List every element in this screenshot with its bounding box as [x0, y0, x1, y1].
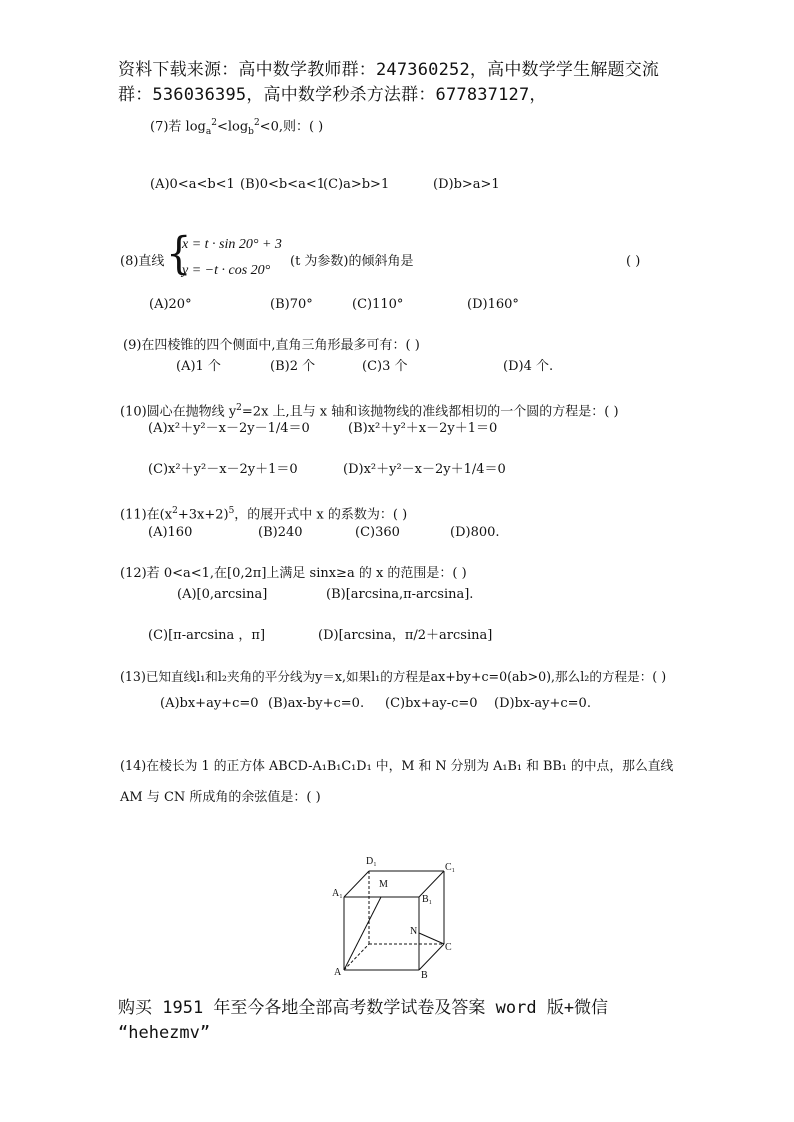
q8-brace: { [166, 228, 192, 280]
q7-text-a: (7)若 log [150, 119, 206, 135]
label-b: B [421, 970, 428, 980]
q10-stem [120, 399, 619, 421]
label-a: A [334, 967, 342, 978]
q9-option-b: (B)2 个 [270, 359, 316, 374]
q8-equation-2: y = −t · cos 20° [182, 263, 271, 278]
q7-text-end: <0,则：( ) [259, 119, 324, 135]
q11-option-c: (C)360 [355, 525, 400, 540]
header-line-2: 群：536036395，高中数学秒杀方法群：677837127， [118, 85, 547, 105]
q8-option-a: (A)20° [149, 297, 192, 312]
q7-option-c: (C)a>b>1 [323, 177, 390, 192]
label-d1: D₁ [366, 856, 377, 867]
q9-option-d: (D)4 个. [503, 359, 554, 374]
q11-stem [120, 502, 407, 524]
q10-text-a: (10)圆心在抛物线 y [120, 404, 237, 420]
label-c: C [445, 942, 452, 953]
q13-option-b: (B)ax-by+c=0. [268, 696, 365, 711]
q7-sup-a: 2 [211, 118, 217, 128]
footer-line-2: “hehezmv” [118, 1023, 211, 1043]
q7-sub-a: a [205, 126, 212, 137]
q11-sup-a: 2 [172, 506, 178, 516]
label-b1: B₁ [422, 894, 433, 905]
q10-option-d: (D)x²＋y²－x－2y＋1/4＝0 [343, 462, 506, 477]
q7-sub-b: b [248, 126, 254, 137]
q7-sup-b: 2 [253, 118, 260, 128]
q8-option-c: (C)110° [352, 297, 404, 312]
q12-option-b: (B)[arcsina,π-arcsina]. [326, 587, 474, 602]
q12-option-a: (A)[0,arcsina] [177, 587, 268, 602]
q10-option-a: (A)x²＋y²－x－2y－1/4＝0 [148, 421, 310, 436]
question-7-stem [150, 114, 323, 141]
cube-figure [330, 848, 460, 980]
q9-stem: (9)在四棱锥的四个侧面中,直角三角形最多可有：( ) [123, 338, 420, 353]
q11-text-c: ，的展开式中 x 的系数为：( ) [234, 507, 408, 523]
q8-answer-paren: ( ) [626, 254, 641, 269]
label-c1: C₁ [445, 862, 456, 873]
q7-option-b: (B)0<b<a<1 [240, 177, 325, 192]
q11-text-b: +3x+2) [177, 507, 229, 523]
q11-text-a: (11)在(x [120, 507, 173, 523]
q9-option-c: (C)3 个 [362, 359, 408, 374]
q13-option-d: (D)bx-ay+c=0. [494, 696, 591, 711]
q9-option-a: (A)1 个 [176, 359, 221, 374]
q7-option-a: (A)0<a<b<1 [150, 177, 235, 192]
q10-text-b: =2x 上,且与 x 轴和该抛物线的准线都相切的一个圆的方程是：( ) [241, 404, 619, 420]
label-m: M [379, 879, 388, 890]
label-a1: A₁ [332, 888, 343, 899]
q14-line-1: (14)在棱长为 1 的正方体 ABCD-A₁B₁C₁D₁ 中，M 和 N 分别为 A₁B₁ 和 BB₁ 的中点，那么直线 [120, 759, 674, 774]
q11-option-d: (D)800. [450, 525, 500, 540]
q8-option-b: (B)70° [270, 297, 313, 312]
edge-a1-d1 [344, 871, 369, 897]
q11-sup-b: 5 [228, 506, 235, 516]
q12-option-d: (D)[arcsina，π/2＋arcsina] [318, 628, 493, 643]
q8-option-d: (D)160° [467, 297, 519, 312]
q12-option-c: (C)[π-arcsina ，π] [148, 628, 266, 643]
q8-tail: (t 为参数)的倾斜角是 [290, 254, 414, 269]
q13-stem: (13)已知直线l₁和l₂夹角的平分线为y＝x,如果l₁的方程是ax+by+c=0(ab>0),那么l₂的方程是：( ) [120, 669, 667, 684]
edge-b-c [419, 944, 444, 970]
label-n: N [410, 926, 418, 937]
q11-option-b: (B)240 [258, 525, 303, 540]
q8-equation-1: x = t · sin 20° + 3 [182, 237, 282, 252]
q7-option-d: (D)b>a>1 [433, 177, 500, 192]
q10-sup: 2 [236, 403, 242, 413]
q13-option-a: (A)bx+ay+c=0 [160, 696, 259, 711]
segment-am [344, 897, 381, 970]
q14-line-2: AM 与 CN 所成角的余弦值是：( ) [120, 790, 321, 805]
header-line-1: 资料下载来源：高中数学教师群：247360252，高中数学学生解题交流 [118, 60, 660, 80]
q7-text-mid: <log [216, 119, 249, 135]
edge-a-d [344, 944, 369, 970]
q11-option-a: (A)160 [148, 525, 193, 540]
q10-option-c: (C)x²＋y²－x－2y＋1＝0 [148, 462, 298, 477]
q12-stem: (12)若 0<a<1,在[0,2π]上满足 sinx≥a 的 x 的范围是：( ) [120, 566, 467, 581]
q13-option-c: (C)bx+ay-c=0 [385, 696, 478, 711]
segment-nc [419, 933, 444, 944]
q10-option-b: (B)x²＋y²＋x－2y＋1＝0 [348, 421, 498, 436]
footer-line-1: 购买 1951 年至今各地全部高考数学试卷及答案 word 版+微信 [118, 998, 609, 1018]
q8-lead: (8)直线 [120, 254, 165, 269]
